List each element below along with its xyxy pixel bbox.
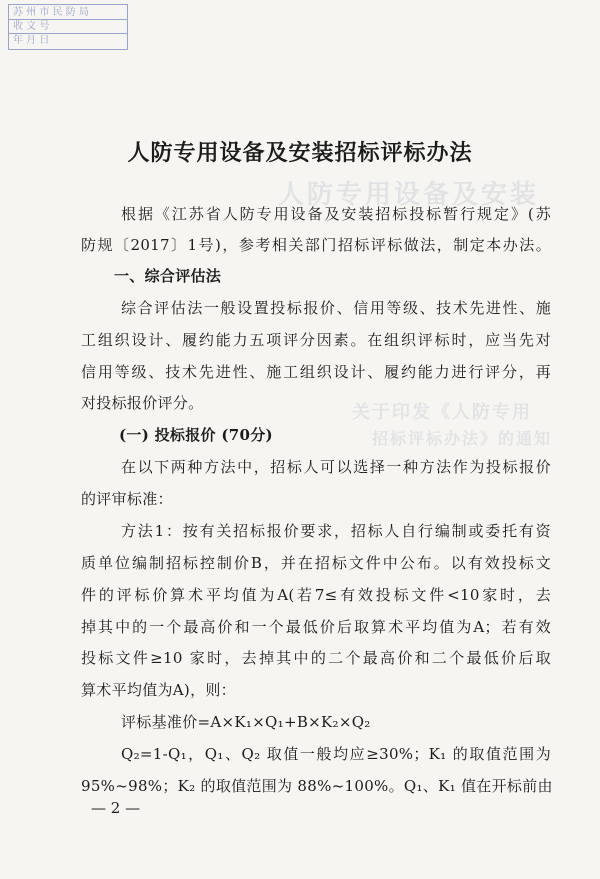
formula-line: 评标基准价=A×K₁×Q₁+B×K₂×Q₂ — [121, 713, 371, 731]
paragraph-line: 方法1：按有关招标报价要求，招标人自行编制或委托有资 — [121, 522, 551, 540]
paragraph-line: 防规〔2017〕1号)，参考相关部门招标评标做法，制定本办法。 — [81, 236, 551, 254]
paragraph-line: 根据《江苏省人防专用设备及安装招标投标暂行规定》(苏 — [121, 205, 551, 223]
paragraph-line: 工组织设计、履约能力五项评分因素。在组织评标时，应当先对 — [81, 331, 551, 349]
paragraph-line: 信用等级、技术先进性、施工组织设计、履约能力进行评分，再 — [81, 363, 551, 381]
paragraph-line: 投标文件≥10 家时，去掉其中的二个最高价和二个最低价后取 — [81, 649, 551, 667]
bleed-through-text-2: 关于印发《人防专用 — [352, 402, 532, 423]
page-number: — 2 — — [91, 799, 141, 817]
receipt-stamp — [8, 4, 128, 50]
paragraph-line: 质单位编制招标控制价B，并在招标文件中公布。以有效投标文 — [81, 554, 551, 572]
section-heading: 一、综合评估法 — [114, 267, 222, 285]
paragraph-line: 的评审标准： — [81, 490, 173, 508]
paragraph-line: 件的评标价算术平均值为A(若7≤有效投标文件<10家时，去 — [81, 586, 551, 604]
document-title: 人防专用设备及安装招标评标办法 — [127, 140, 473, 166]
paragraph-line: 对投标报价评分。 — [81, 394, 204, 412]
stamp-row-2: 收 文 号 — [13, 21, 50, 32]
paragraph-line: 掉其中的一个最高价和一个最低价后取算术平均值为A；若有效 — [81, 618, 551, 636]
paragraph-line: 在以下两种方法中，招标人可以选择一种方法作为投标报价 — [121, 458, 551, 476]
subsection-heading: (一) 投标报价 (70分) — [119, 426, 273, 444]
paragraph-line: 综合评估法一般设置投标报价、信用等级、技术先进性、施 — [121, 299, 551, 317]
stamp-row-1: 苏 州 市 民 防 局 — [13, 7, 89, 18]
paragraph-line: 95%~98%；K₂ 的取值范围为 88%~100%。Q₁、K₁ 值在开标前由 — [81, 777, 553, 795]
paragraph-line: Q₂=1-Q₁，Q₁、Q₂ 取值一般均应≥30%；K₁ 的取值范围为 — [121, 745, 551, 763]
stamp-row-3: 年 月 日 — [13, 35, 50, 46]
bleed-through-text-3: 招标评标办法》的通知 — [372, 429, 553, 448]
bleed-through-text-1: 人防专用设备及安装 — [278, 180, 540, 210]
paragraph-line: 算术平均值为A)，则： — [81, 681, 236, 699]
